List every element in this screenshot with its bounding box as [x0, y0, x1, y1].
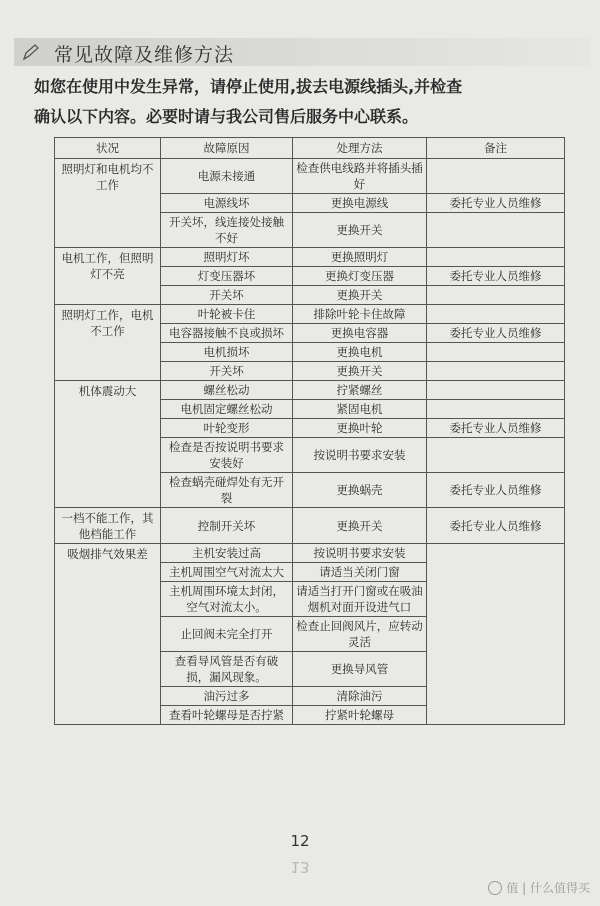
table-row: [55, 544, 565, 563]
note-cell: [427, 544, 565, 725]
note-cell: [427, 159, 565, 194]
note-cell: [427, 362, 565, 381]
fix-cell: 更换开关: [293, 286, 427, 305]
state-cell: 吸烟排气效果差: [55, 544, 161, 725]
cause-cell: 电源未接通: [161, 159, 293, 194]
header-fix: 处理方法: [293, 138, 427, 159]
note-cell: [427, 305, 565, 324]
section-title: 常见故障及维修方法: [54, 44, 235, 66]
fix-cell: 检查止回阀风片，应转动灵活: [293, 617, 427, 652]
fix-cell: 按说明书要求安装: [293, 544, 427, 563]
cause-cell: 油污过多: [161, 687, 293, 706]
pencil-icon: [22, 43, 40, 61]
table-row: [55, 305, 565, 324]
state-cell: 电机工作，但照明灯不亮: [55, 248, 161, 305]
header-state: 状况: [55, 138, 161, 159]
fix-cell: 更换电机: [293, 343, 427, 362]
note-cell: 委托专业人员维修: [427, 473, 565, 508]
fix-cell: 检查供电线路并将插头插好: [293, 159, 427, 194]
cause-cell: 查看叶轮螺母是否拧紧: [161, 706, 293, 725]
fix-cell: 请适当打开门窗或在吸油烟机对面开设进气口: [293, 582, 427, 617]
note-cell: [427, 213, 565, 248]
note-cell: [427, 248, 565, 267]
fix-cell: 更换叶轮: [293, 419, 427, 438]
page-number: 12: [290, 832, 310, 850]
cause-cell: 控制开关坏: [161, 508, 293, 544]
cause-cell: 电容器接触不良或损坏: [161, 324, 293, 343]
cause-cell: 电源线坏: [161, 194, 293, 213]
cause-cell: 照明灯坏: [161, 248, 293, 267]
watermark-text: 值 | 什么值得买: [506, 881, 590, 895]
note-cell: 委托专业人员维修: [427, 324, 565, 343]
state-cell: 一档不能工作，其他档能工作: [55, 508, 161, 544]
note-cell: 委托专业人员维修: [427, 267, 565, 286]
cause-cell: 开关坏: [161, 362, 293, 381]
fix-cell: 按说明书要求安装: [293, 438, 427, 473]
table-row: [55, 381, 565, 400]
state-cell: 照明灯和电机均不工作: [55, 159, 161, 248]
cause-cell: 开关坏，线连接处接触不好: [161, 213, 293, 248]
fix-cell: 请适当关闭门窗: [293, 563, 427, 582]
fix-cell: 拧紧叶轮螺母: [293, 706, 427, 725]
header-cause: 故障原因: [161, 138, 293, 159]
fix-cell: 拧紧螺丝: [293, 381, 427, 400]
cause-cell: 止回阀未完全打开: [161, 617, 293, 652]
intro-line-1: 如您在使用中发生异常，请停止使用,拔去电源线插头,并检查: [34, 77, 463, 96]
fix-cell: 更换开关: [293, 213, 427, 248]
note-cell: [427, 286, 565, 305]
intro-line-2: 确认以下内容。必要时请与我公司售后服务中心联系。: [34, 107, 419, 126]
fix-cell: 更换照明灯: [293, 248, 427, 267]
cause-cell: 叶轮被卡住: [161, 305, 293, 324]
note-cell: [427, 343, 565, 362]
table-row: [55, 508, 565, 544]
note-cell: [427, 400, 565, 419]
table-row: [55, 248, 565, 267]
cause-cell: 开关坏: [161, 286, 293, 305]
cause-cell: 灯变压器坏: [161, 267, 293, 286]
cause-cell: 电机固定螺丝松动: [161, 400, 293, 419]
state-cell: 照明灯工作，电机不工作: [55, 305, 161, 381]
note-cell: 委托专业人员维修: [427, 194, 565, 213]
cause-cell: 主机安装过高: [161, 544, 293, 563]
cause-cell: 螺丝松动: [161, 381, 293, 400]
fix-cell: 更换电容器: [293, 324, 427, 343]
note-cell: [427, 381, 565, 400]
fix-cell: 更换灯变压器: [293, 267, 427, 286]
note-cell: [427, 438, 565, 473]
fix-cell: 更换开关: [293, 508, 427, 544]
note-cell: 委托专业人员维修: [427, 508, 565, 544]
cause-cell: 检查是否按说明书要求安装好: [161, 438, 293, 473]
table-row: [55, 159, 565, 194]
fix-cell: 更换导风管: [293, 652, 427, 687]
cause-cell: 主机周围空气对流太大: [161, 563, 293, 582]
cause-cell: 主机周围环境太封闭，空气对流太小。: [161, 582, 293, 617]
troubleshooting-table: [54, 137, 565, 725]
fix-cell: 排除叶轮卡住故障: [293, 305, 427, 324]
fix-cell: 紧固电机: [293, 400, 427, 419]
ghost-page-number: 13: [290, 858, 310, 876]
state-cell: 机体震动大: [55, 381, 161, 508]
fix-cell: 更换蜗壳: [293, 473, 427, 508]
watermark: [488, 879, 590, 896]
cause-cell: 叶轮变形: [161, 419, 293, 438]
watermark-logo-icon: [488, 881, 502, 895]
cause-cell: 检查蜗壳碰焊处有无开裂: [161, 473, 293, 508]
table-header-row: [55, 138, 565, 159]
cause-cell: 查看导风管是否有破损，漏风现象。: [161, 652, 293, 687]
header-note: 备注: [427, 138, 565, 159]
note-cell: 委托专业人员维修: [427, 419, 565, 438]
fix-cell: 更换开关: [293, 362, 427, 381]
fix-cell: 更换电源线: [293, 194, 427, 213]
fix-cell: 清除油污: [293, 687, 427, 706]
intro-paragraph: [34, 72, 574, 132]
cause-cell: 电机损坏: [161, 343, 293, 362]
